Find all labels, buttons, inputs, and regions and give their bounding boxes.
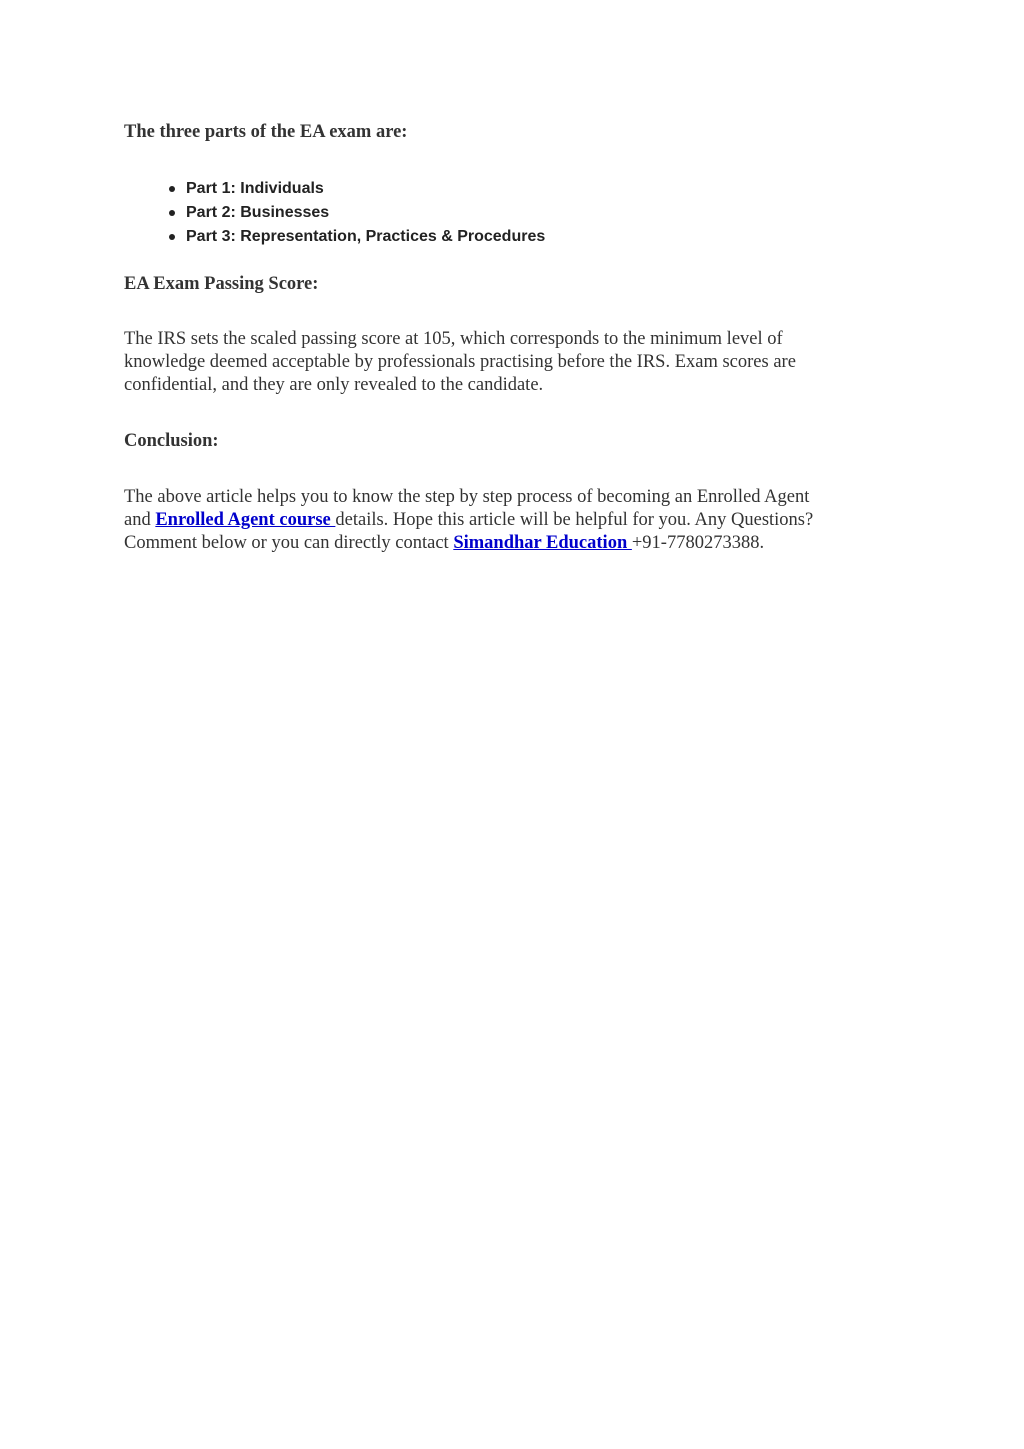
- passing-score-paragraph: [124, 328, 884, 397]
- bullet-icon: [169, 186, 175, 192]
- list-item: [124, 201, 545, 225]
- score-line-1: The IRS sets the scaled passing score at 105, which corresponds to the minimum level of: [124, 329, 783, 349]
- part-2-label: Part 2: Businesses: [186, 204, 330, 221]
- score-line-3: confidential, and they are only revealed to the candidate.: [124, 375, 544, 395]
- parts-heading: The three parts of the EA exam are:: [124, 122, 408, 142]
- parts-list: [124, 177, 545, 249]
- part-1-label: Part 1: Individuals: [186, 180, 324, 197]
- bullet-icon: [169, 234, 175, 240]
- list-item: [124, 177, 545, 201]
- conclusion-line-3-prefix: Comment below or you can directly contact: [124, 533, 454, 553]
- conclusion-line-1: The above article helps you to know the step by step process of becoming an Enrolled Agent: [124, 487, 810, 507]
- conclusion-paragraph: [124, 486, 884, 555]
- score-line-2: knowledge deemed acceptable by professionals practising before the IRS. Exam scores are: [124, 352, 796, 372]
- conclusion-heading: Conclusion:: [124, 431, 219, 451]
- conclusion-line-2-prefix: and: [124, 510, 156, 530]
- conclusion-line-2-suffix: details. Hope this article will be helpful for you. Any Questions?: [335, 510, 814, 530]
- enrolled-agent-course-link[interactable]: Enrolled Agent course: [155, 510, 336, 530]
- passing-score-heading: EA Exam Passing Score:: [124, 274, 319, 294]
- list-item: [124, 225, 545, 249]
- bullet-icon: [169, 210, 175, 216]
- contact-phone: +91-7780273388.: [631, 533, 765, 553]
- part-3-label: Part 3: Representation, Practices & Procedures: [186, 228, 546, 245]
- simandhar-education-link[interactable]: Simandhar Education: [453, 533, 632, 553]
